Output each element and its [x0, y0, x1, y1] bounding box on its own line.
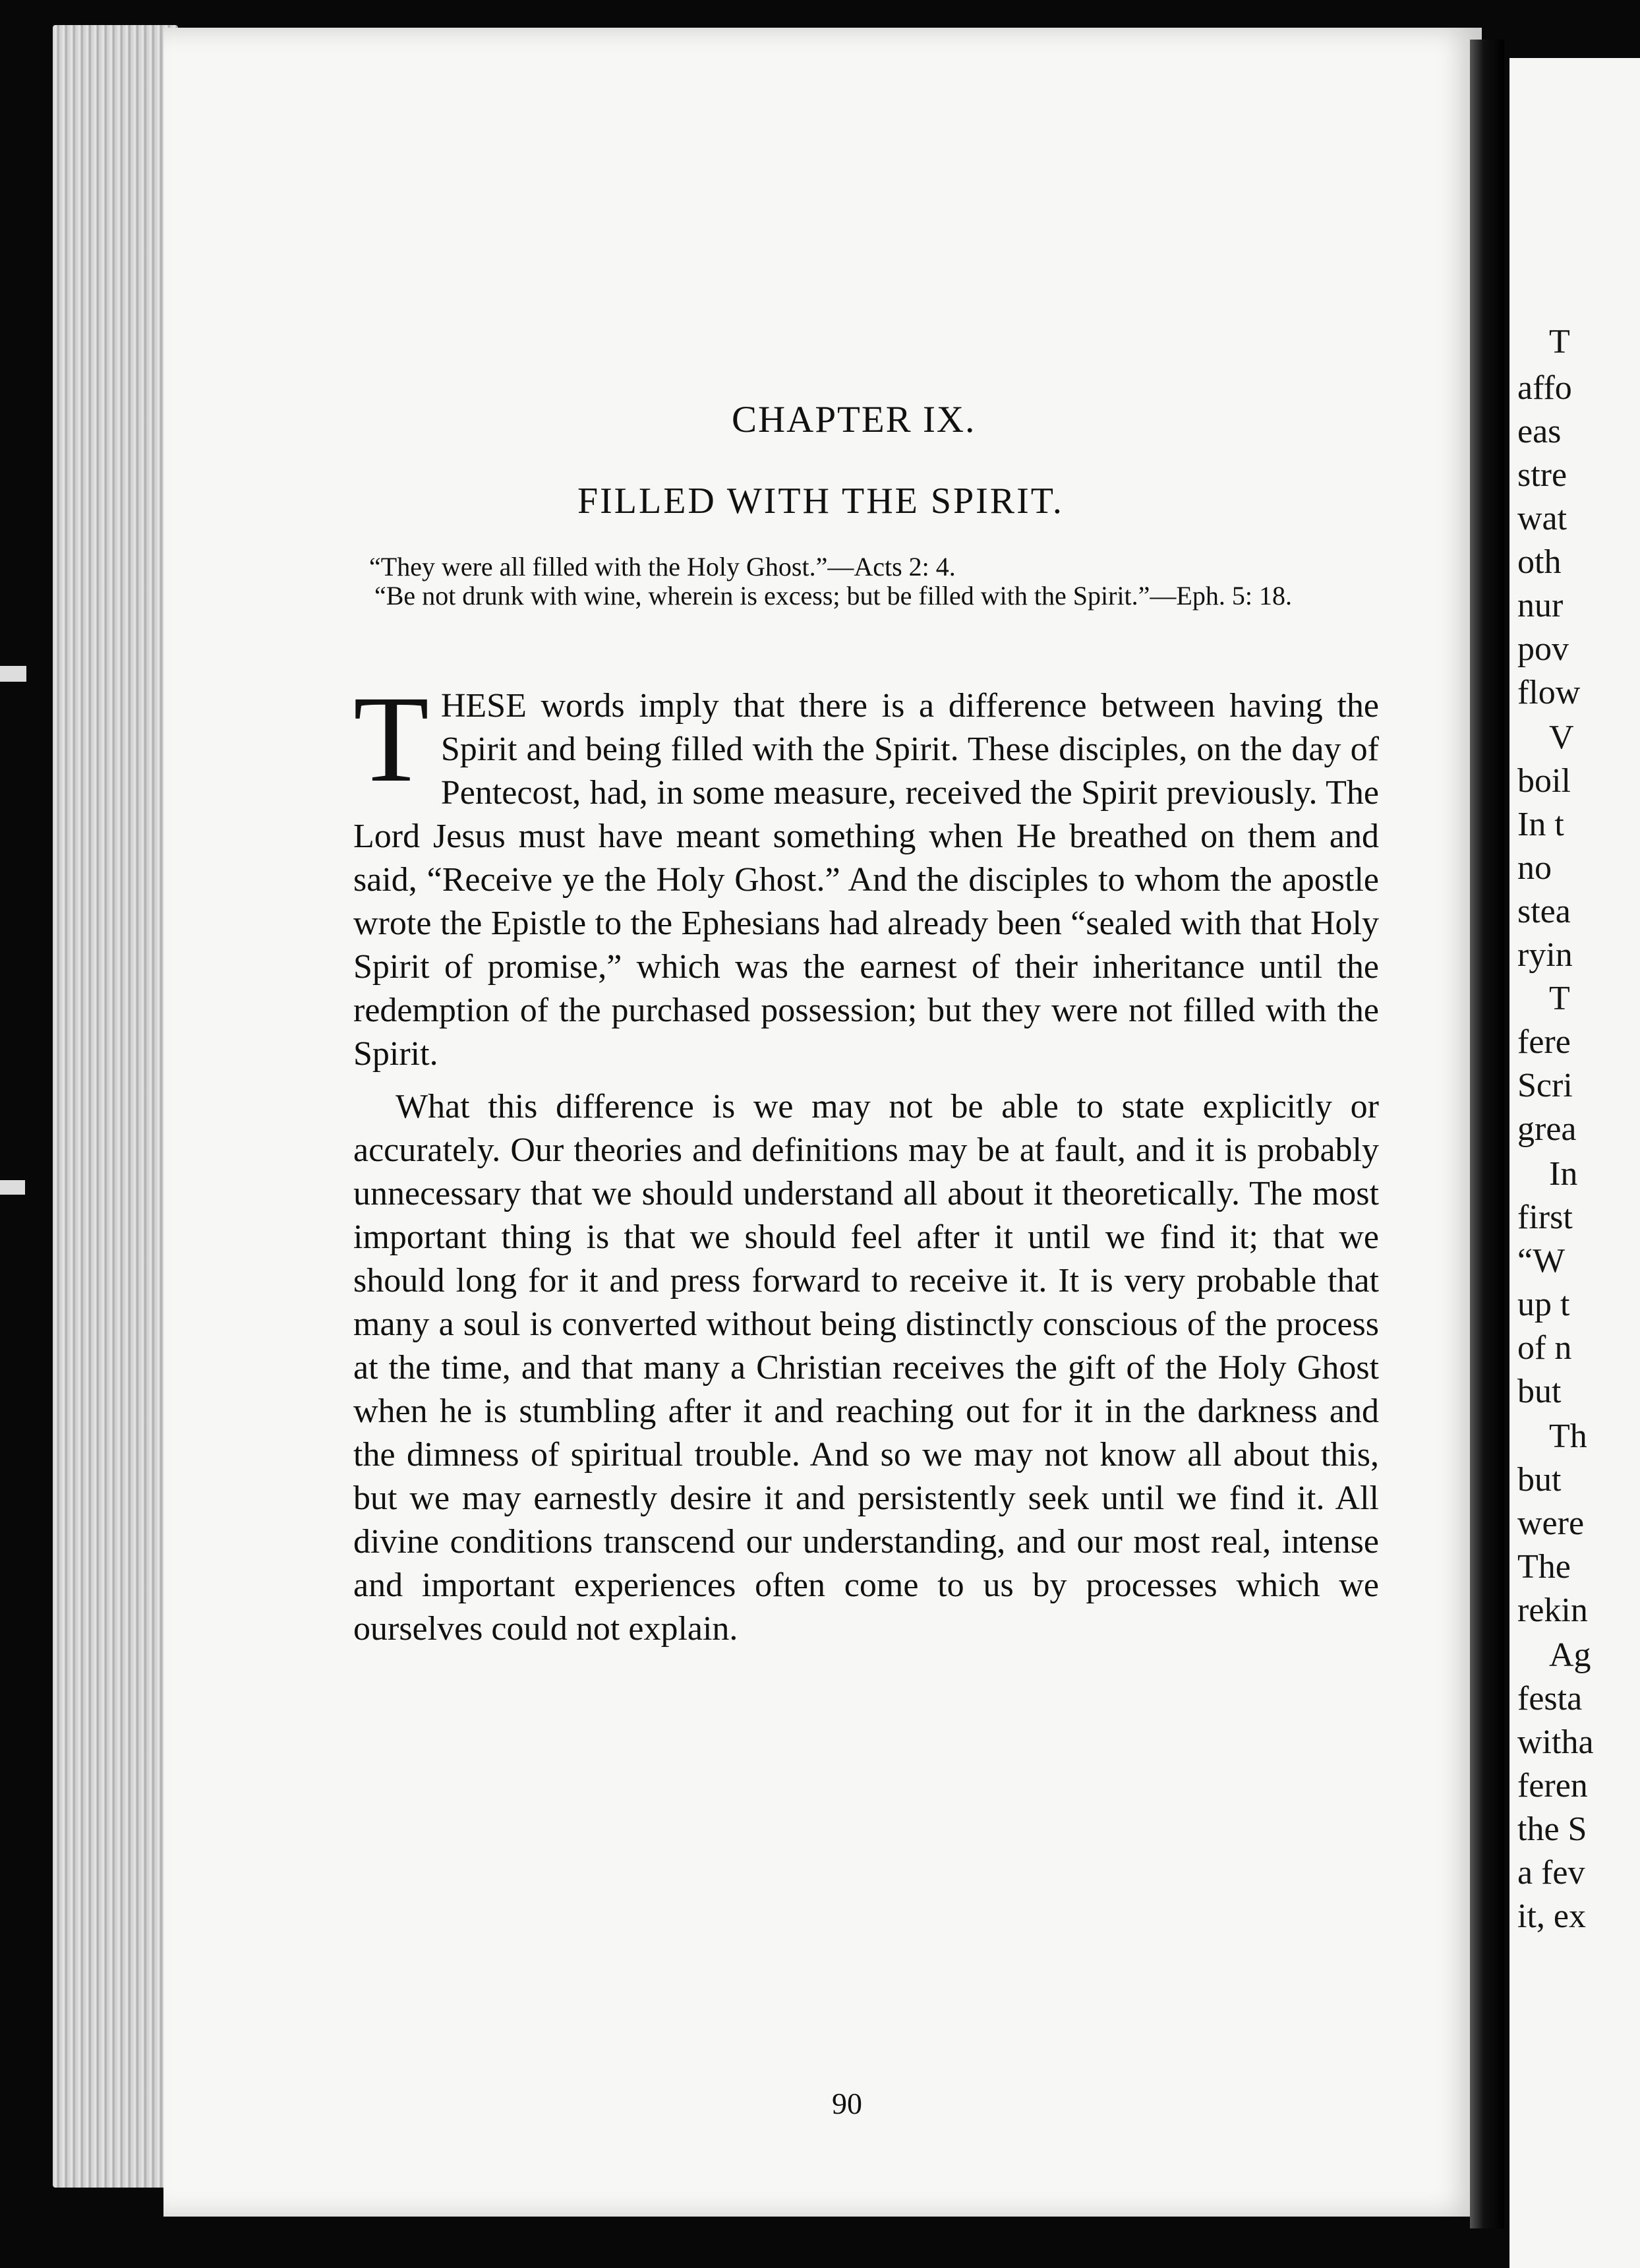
chapter-title: FILLED WITH THE SPIRIT. [577, 481, 1064, 522]
right-page-line-fragment: of n [1517, 1329, 1572, 1367]
right-page-line-fragment: but [1517, 1461, 1562, 1499]
paragraph-1-text: HESE words imply that there is a difference between having the Spirit and being filled with the Spirit. These disciples, on the day of Pentecost, had, in some measure, received the Spirit previously. The Lord Jesus must have meant something when He breathed on them and said, “Receive ye the Holy Ghost.” And the disciples to whom the apostle wrote the Epistle to the Ephesians had already been “sealed with that Holy Spirit of promise,” which was the earnest of their inheritance until the redemption of the purchased possession; but they were not filled with the Spirit. [353, 687, 1379, 1073]
paragraph-2: What this difference is we may not be able to state explicitly or accurately. Our theories and definitions may be at fault, and it is probably unnecessary that we should understand all about it theoretically. The most important thing is that we should feel after it until we find it; that we should long for it and press forward to receive it. It is very probable that many a soul is converted without being distinctly conscious of the process at the time, and that many a Christian receives the gift of the Holy Ghost when he is stumbling after it and reaching out for it in the darkness and the dimness of spiritual trouble. And so we may not know all about this, but we may earnestly desire it and persistently seek until we find it. All divine conditions transcend our understanding, and our most real, intense and important experiences often come to us by processes which we ourselves could not explain. [353, 1088, 1379, 1648]
right-page-line-fragment: T [1549, 323, 1570, 361]
right-page-line-fragment: rekin [1517, 1592, 1588, 1629]
body-text [353, 670, 1379, 1651]
right-page-line-fragment: stre [1517, 456, 1567, 494]
right-page-line-fragment: In t [1517, 806, 1564, 843]
right-page-line-fragment: Scri [1517, 1067, 1573, 1104]
right-page-line-fragment: oth [1517, 543, 1562, 581]
right-page-line-fragment: fere [1517, 1023, 1571, 1061]
page-number: 90 [832, 2087, 862, 2120]
right-page-line-fragment: Ag [1549, 1636, 1591, 1674]
scan-mark [0, 1180, 25, 1195]
right-page-line-fragment: first [1517, 1199, 1573, 1236]
right-page-line-fragment: ryin [1517, 936, 1573, 974]
right-page [1509, 58, 1640, 2268]
right-page-line-fragment: “W [1517, 1242, 1566, 1280]
right-page-line-fragment: up t [1517, 1286, 1570, 1323]
right-page-line-fragment: Th [1549, 1418, 1587, 1455]
epigraph-line-ephesians: “Be not drunk with wine, wherein is excess; but be filled with the Spirit.”—Eph. 5: 18. [374, 581, 1292, 611]
scan-mark [0, 666, 26, 682]
right-page-line-fragment: The [1517, 1548, 1571, 1586]
right-page-line-fragment: stea [1517, 893, 1571, 930]
right-page-line-fragment: flow [1517, 674, 1581, 711]
chapter-heading: CHAPTER IX. [732, 399, 976, 440]
right-page-line-fragment: nur [1517, 587, 1564, 624]
epigraph [361, 552, 1382, 611]
paragraph-1 [353, 670, 1379, 1076]
right-page-line-fragment: grea [1517, 1110, 1577, 1148]
right-page-line-fragment: boil [1517, 762, 1571, 800]
right-page-line-fragment: affo [1517, 369, 1572, 407]
page-edge-stack [53, 25, 178, 2188]
right-page-line-fragment: eas [1517, 413, 1562, 450]
right-page-line-fragment: feren [1517, 1767, 1588, 1805]
right-page-line-fragment: wat [1517, 500, 1567, 537]
right-page-line-fragment: but [1517, 1373, 1562, 1410]
right-page-line-fragment: were [1517, 1505, 1585, 1542]
right-page-line-fragment: a fev [1517, 1854, 1585, 1892]
right-page-line-fragment: pov [1517, 630, 1569, 668]
right-page-line-fragment: In [1549, 1155, 1578, 1193]
right-page-line-fragment: T [1549, 980, 1570, 1017]
book-gutter [1470, 40, 1504, 2228]
right-page-line-fragment: V [1549, 719, 1574, 756]
epigraph-line-acts: “They were all filled with the Holy Ghost.”—Acts 2: 4. [369, 552, 956, 582]
right-page-line-fragment: it, ex [1517, 1897, 1586, 1935]
right-page-line-fragment: festa [1517, 1680, 1583, 1717]
right-page-line-fragment: witha [1517, 1723, 1594, 1761]
right-page-line-fragment: no [1517, 849, 1552, 887]
right-page-line-fragment: the S [1517, 1810, 1587, 1848]
drop-cap: T [353, 670, 429, 808]
